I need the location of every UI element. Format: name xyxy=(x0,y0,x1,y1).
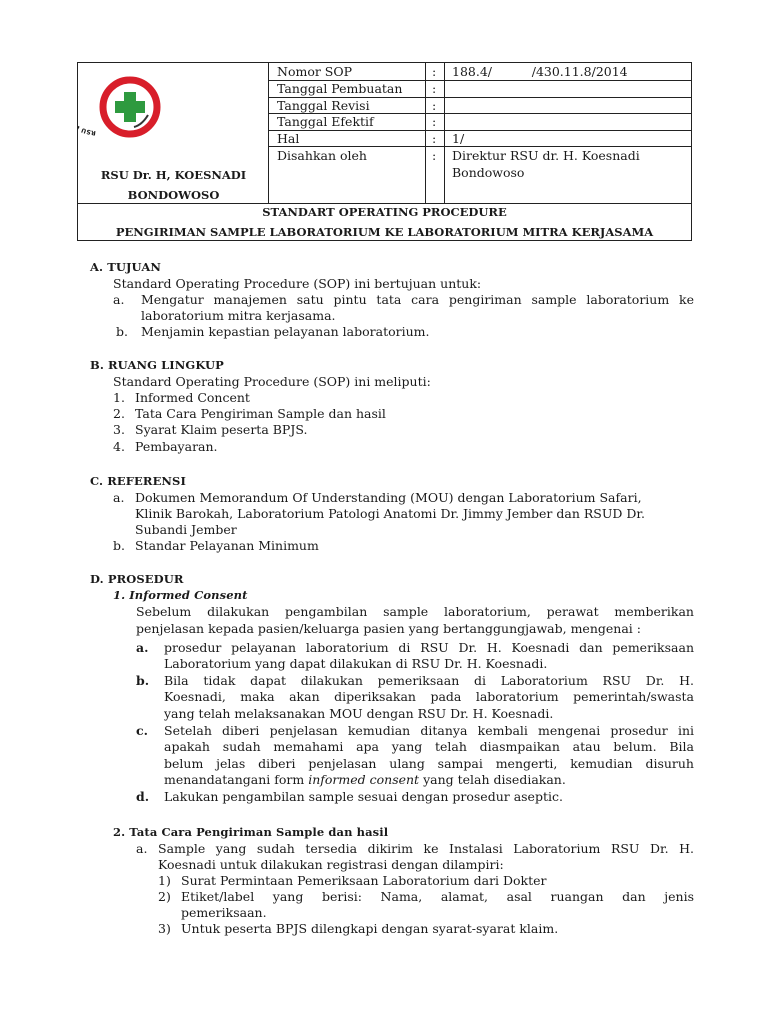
value-nomor-sop: 188.4/ /430.11.8/2014 xyxy=(452,64,628,79)
subheading-informed-consent: 1. Informed Consent xyxy=(113,588,248,602)
list-marker: a. xyxy=(113,292,125,307)
value-disahkan-oleh: Direktur RSU dr. H. Koesnadi xyxy=(452,148,640,163)
list-marker: 2. xyxy=(113,406,125,421)
list-marker: 3) xyxy=(158,921,171,936)
heading-tujuan: A. TUJUAN xyxy=(90,260,161,274)
sop-header-table xyxy=(77,62,692,241)
informed-consent-item-c: Setelah diberi penjelasan kemudian ditanya kembali mengenai prosedur ini xyxy=(164,723,694,738)
tujuan-item-a: Mengatur manajemen satu pintu tata cara pengiriman sample laboratorium ke xyxy=(141,292,694,307)
informed-consent-item-a-cont: Laboratorium yang dapat dilakukan di RSU Dr. H. Koesnadi. xyxy=(164,656,548,671)
list-marker: 4. xyxy=(113,439,125,454)
tata-cara-item-a-cont: Koesnadi untuk dilakukan registrasi dengan dilampiri: xyxy=(158,857,504,872)
colon: : xyxy=(432,148,437,163)
tujuan-item-a-cont: laboratorium mitra kerjasama. xyxy=(141,308,336,323)
ruang-lingkup-intro: Standard Operating Procedure (SOP) ini meliputi: xyxy=(113,374,431,389)
informed-consent-item-c-last: menandatangani form informed consent yang telah disediakan. xyxy=(164,772,566,787)
label-nomor-sop: Nomor SOP xyxy=(277,64,353,79)
list-marker: c. xyxy=(136,723,148,738)
label-hal: Hal xyxy=(277,131,300,146)
tata-cara-item-a: Sample yang sudah tersedia dikirim ke Instalasi Laboratorium RSU Dr. H. xyxy=(158,841,694,856)
informed-consent-item-a: prosedur pelayanan laboratorium di RSU Dr. H. Koesnadi dan pemeriksaan xyxy=(164,640,694,655)
tata-cara-lampiran-item-cont: pemeriksaan. xyxy=(181,905,267,920)
tujuan-intro: Standard Operating Procedure (SOP) ini bertujuan untuk: xyxy=(113,276,482,291)
list-marker: a. xyxy=(136,841,148,856)
colon: : xyxy=(432,131,437,146)
list-marker: a. xyxy=(136,640,149,655)
list-marker: a. xyxy=(113,490,125,505)
referensi-item-b: Standar Pelayanan Minimum xyxy=(135,538,319,553)
list-marker: d. xyxy=(136,789,150,804)
ruang-lingkup-item: Tata Cara Pengiriman Sample dan hasil xyxy=(135,406,386,421)
heading-referensi: C. REFERENSI xyxy=(90,474,186,488)
sop-subtitle: PENGIRIMAN SAMPLE LABORATORIUM KE LABORATORIUM MITRA KERJASAMA xyxy=(115,225,654,239)
informed-consent-item-b: Bila tidak dapat dilakukan pemeriksaan di Laboratorium RSU Dr. H. xyxy=(164,673,694,688)
tata-cara-lampiran-item: Untuk peserta BPJS dilengkapi dengan syarat-syarat klaim. xyxy=(181,921,559,936)
value-hal: 1/ xyxy=(452,131,465,146)
list-marker: b. xyxy=(113,538,125,553)
heading-prosedur: D. PROSEDUR xyxy=(90,572,184,586)
colon: : xyxy=(432,64,437,79)
informed-consent-item-c-cont: apakah sudah memahami apa yang telah diasmpaikan atau belum. Bila xyxy=(164,739,694,754)
colon: : xyxy=(432,114,437,129)
list-marker: 1. xyxy=(113,390,125,405)
referensi-item-a-cont: Subandi Jember xyxy=(135,522,237,537)
label-tanggal-revisi: Tanggal Revisi xyxy=(277,98,370,113)
sop-title: STANDART OPERATING PROCEDURE xyxy=(262,205,507,219)
svg-text:RSU DR. H. KOESNADI BONDOWOSO xyxy=(78,63,101,136)
ruang-lingkup-item: Pembayaran. xyxy=(135,439,218,454)
ruang-lingkup-item: Syarat Klaim peserta BPJS. xyxy=(135,422,308,437)
ruang-lingkup-item: Informed Concent xyxy=(135,390,250,405)
informed-consent-item-b-cont: yang telah melaksanakan MOU dengan RSU Dr. H. Koesnadi. xyxy=(164,706,554,721)
heading-ruang-lingkup: B. RUANG LINGKUP xyxy=(90,358,224,372)
referensi-item-a-cont: Klinik Barokah, Laboratorium Patologi Anatomi Dr. Jimmy Jember dan RSUD Dr. xyxy=(135,506,645,521)
list-marker: 1) xyxy=(158,873,171,888)
informed-consent-item-b-cont: Koesnadi, maka akan diperiksakan pada laboratorium pemerintah/swasta xyxy=(164,689,694,704)
hospital-name: RSU Dr. H, KOESNADI BONDOWOSO xyxy=(100,168,247,202)
colon: : xyxy=(432,81,437,96)
tata-cara-lampiran-item: Etiket/label yang berisi: Nama, alamat, asal ruangan dan jenis xyxy=(181,889,694,904)
value-disahkan-oleh-line2: Bondowoso xyxy=(452,165,525,180)
list-marker: 2) xyxy=(158,889,171,904)
informed-consent-item-c-cont: belum jelas diberi penjelasan ulang sampai mengerti, kemudian disuruh xyxy=(164,756,694,771)
list-marker: b. xyxy=(116,324,128,339)
label-disahkan-oleh: Disahkan oleh xyxy=(277,148,367,163)
tata-cara-lampiran-item: Surat Permintaan Pemeriksaan Laboratorium dari Dokter xyxy=(181,873,547,888)
subheading-tata-cara: 2. Tata Cara Pengiriman Sample dan hasil xyxy=(113,825,389,839)
list-marker: b. xyxy=(136,673,150,688)
informed-consent-item-d: Lakukan pengambilan sample sesuai dengan prosedur aseptic. xyxy=(164,789,563,804)
informed-consent-para-cont: penjelasan kepada pasien/keluarga pasien yang bertanggungjawab, mengenai : xyxy=(136,621,641,636)
referensi-item-a: Dokumen Memorandum Of Understanding (MOU) dengan Laboratorium Safari, xyxy=(135,490,642,505)
logo-text: RSU xyxy=(80,125,97,137)
tujuan-item-b: Menjamin kepastian pelayanan laboratorium. xyxy=(141,324,430,339)
label-tanggal-efektif: Tanggal Efektif xyxy=(277,114,374,129)
colon: : xyxy=(432,98,437,113)
informed-consent-para: Sebelum dilakukan pengambilan sample laboratorium, perawat memberikan xyxy=(136,604,694,619)
label-tanggal-pembuatan: Tanggal Pembuatan xyxy=(277,81,403,96)
list-marker: 3. xyxy=(113,422,125,437)
